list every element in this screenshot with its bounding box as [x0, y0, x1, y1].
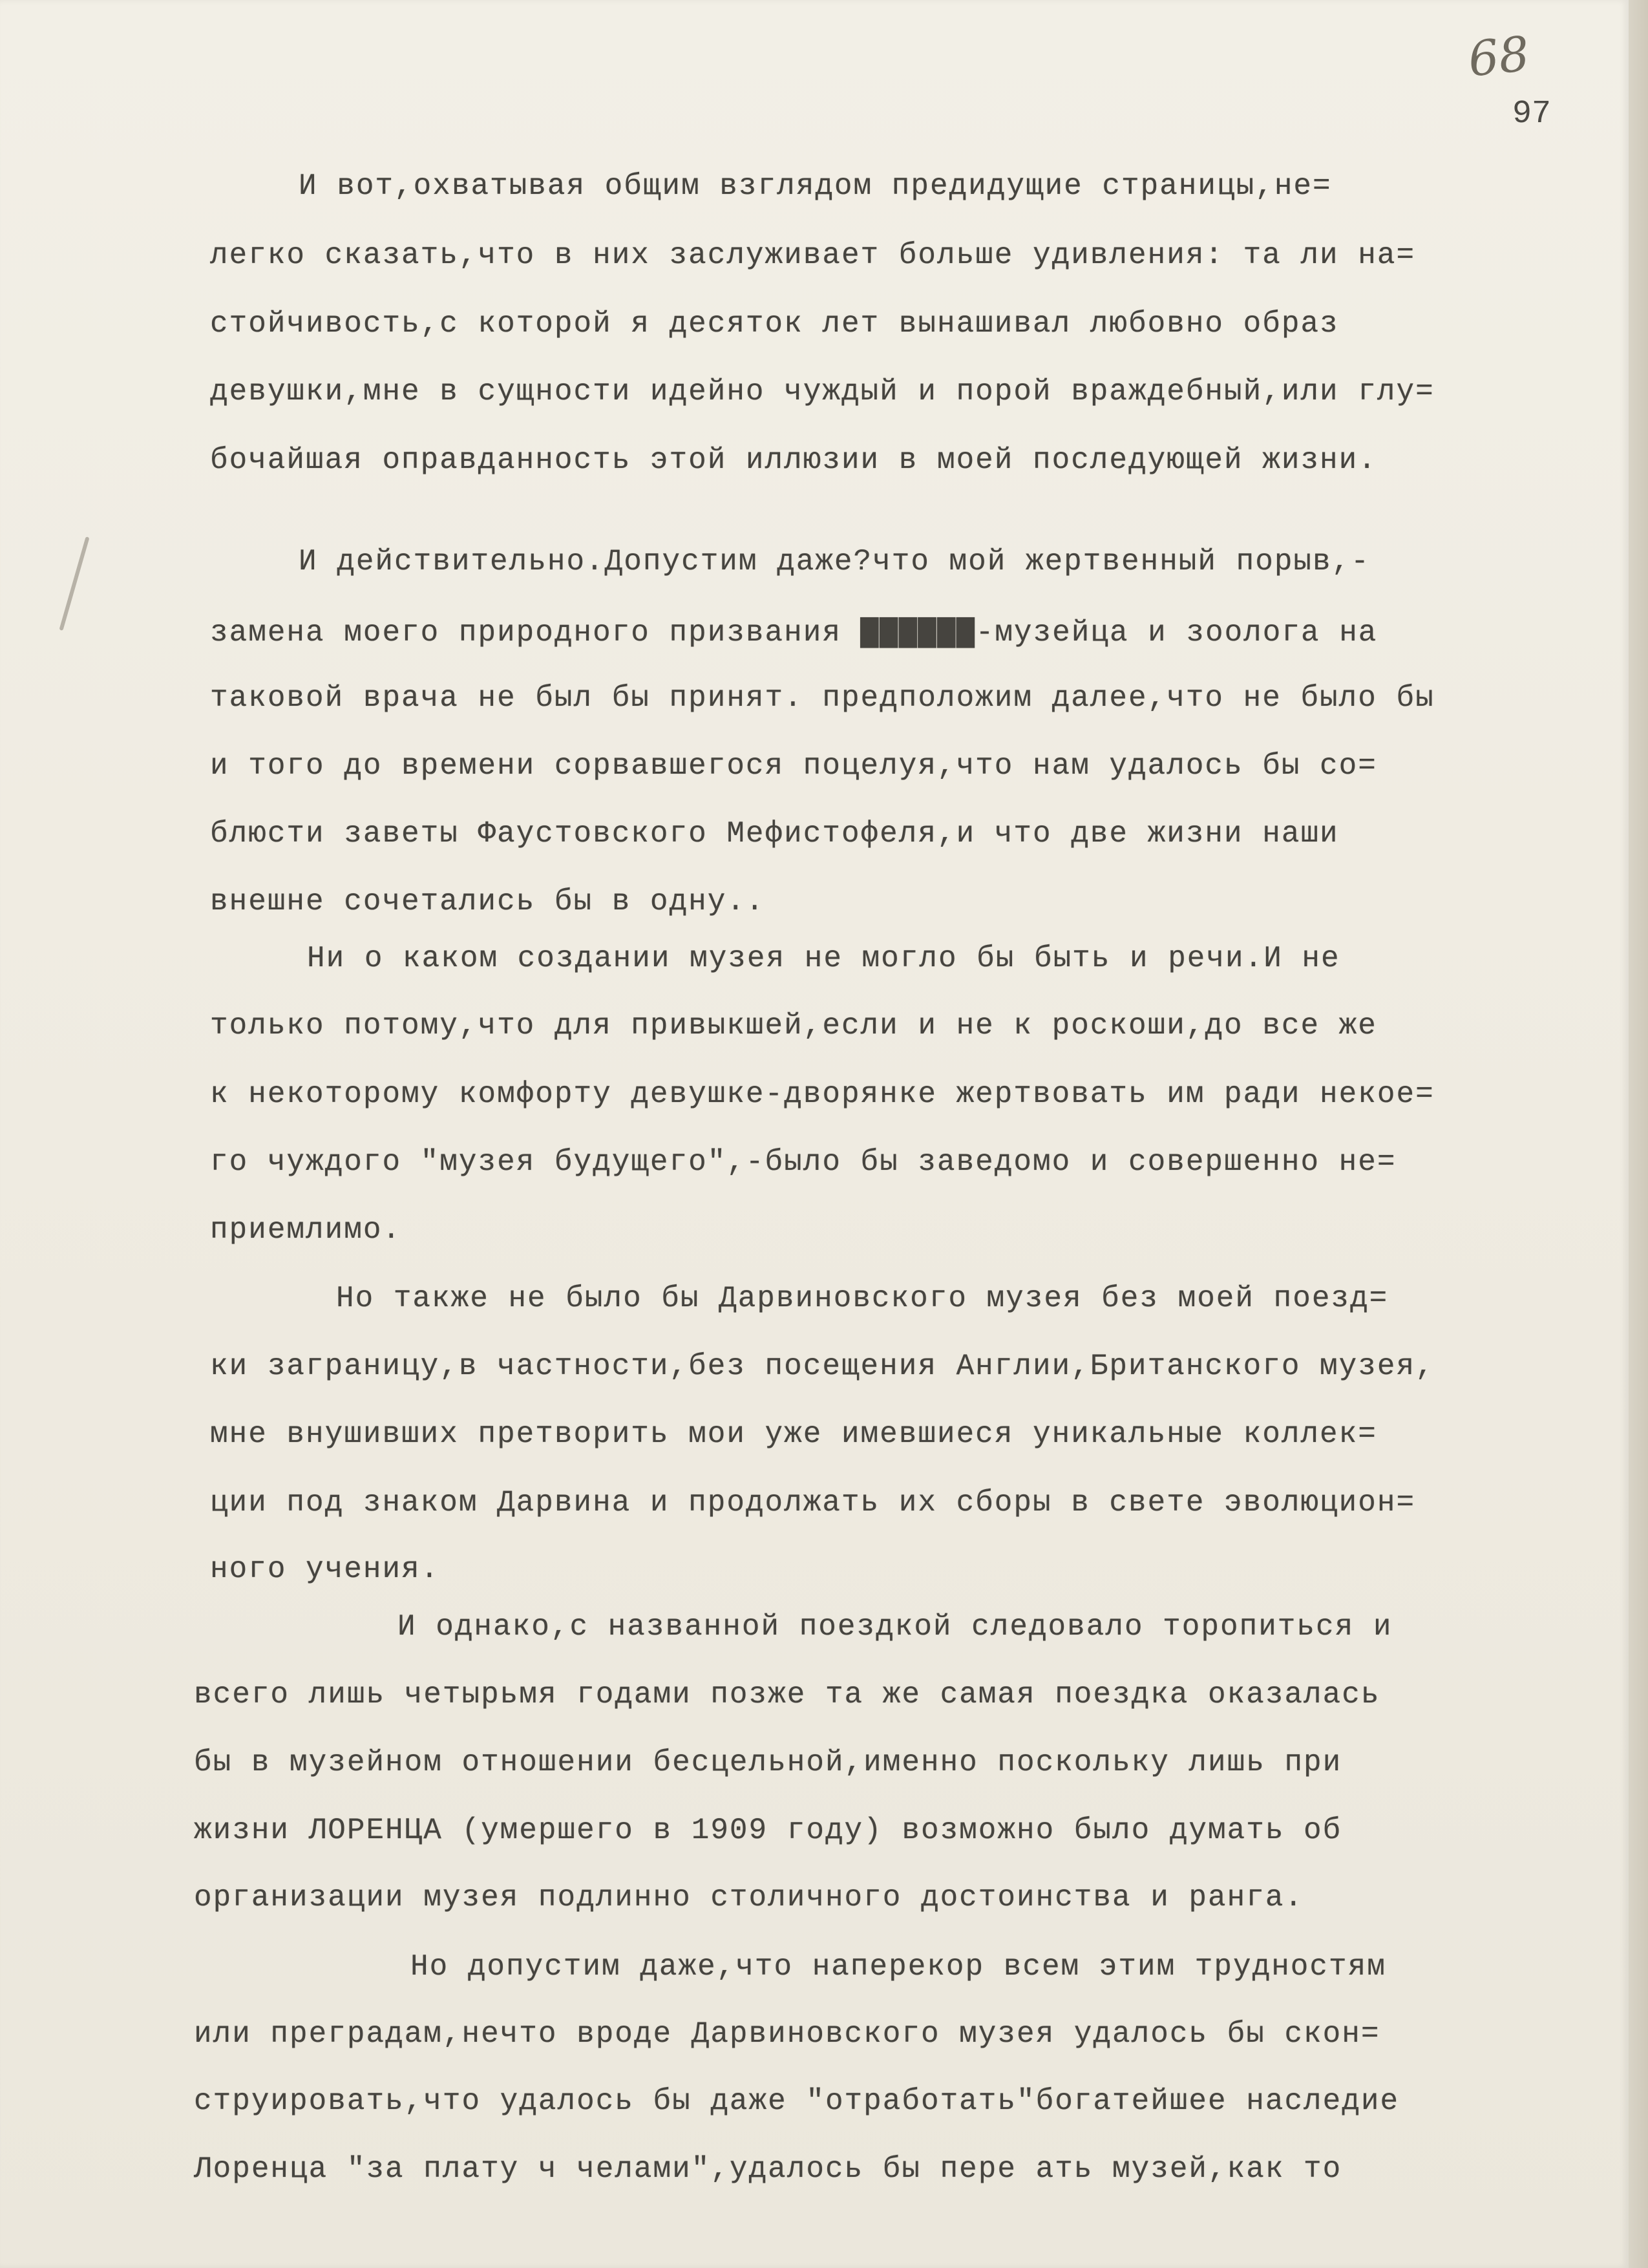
text-line: И вот,охватывая общим взглядом предидущие страницы,не= [299, 169, 1332, 203]
text-line: И действительно.Допустим даже?что мой жертвенный порыв,- [299, 545, 1370, 578]
text-line: бы в музейном отношении бесцельной,именно поскольку лишь при [194, 1746, 1342, 1779]
text-line: Но также не было бы Дарвиновского музея без моей поезд= [336, 1282, 1389, 1315]
text-line: и того до времени сорвавшегося поцелуя,что нам удалось бы со= [210, 749, 1377, 783]
text-line: го чуждого "музея будущего",-было бы заведомо и совершенно не= [210, 1145, 1397, 1179]
text-line: ции под знаком Дарвина и продолжать их сборы в свете эволюцион= [210, 1486, 1416, 1520]
text-line: приемлимо. [210, 1213, 402, 1247]
text-line: к некоторому комфорту девушке-дворянке жертвовать им ради некое= [210, 1077, 1435, 1111]
text-line: Но допустим даже,что наперекор всем этим трудностям [410, 1950, 1386, 1984]
text-line: мне внушивших претворить мои уже имевшиеся уникальные коллек= [210, 1417, 1377, 1451]
text-line: жизни ЛОРЕНЦА (умершего в 1909 году) возможно было думать об [194, 1814, 1342, 1847]
text-line: всего лишь четырьмя годами позже та же самая поездка оказалась [194, 1678, 1380, 1712]
text-line: И однако,с названной поездкой следовало торопиться и [397, 1610, 1393, 1644]
page-edge [1629, 0, 1648, 2268]
text-line: ки заграницу,в частности,без посещения Англии,Британского музея, [210, 1350, 1435, 1383]
handwritten-page-number: 68 [1465, 26, 1532, 88]
text-line: ного учения. [210, 1553, 440, 1586]
text-line: девушки,мне в сущности идейно чуждый и порой враждебный,или глу= [210, 375, 1435, 408]
text-line: бочайшая оправданность этой иллюзии в моей последующей жизни. [210, 443, 1377, 477]
text-line: таковой врача не был бы принят. предположим далее,что не было бы [210, 681, 1435, 715]
text-line: блюсти заветы Фаустовского Мефистофеля,и что две жизни наши [210, 817, 1339, 851]
typed-page-number: 97 [1512, 96, 1552, 132]
text-line: струировать,что удалось бы даже "отработать"богатейшее наследие [194, 2084, 1400, 2118]
text-line: стойчивость,с которой я десяток лет вынашивал любовно образ [210, 307, 1339, 341]
text-line: организации музея подлинно столичного достоинства и ранга. [194, 1881, 1304, 1914]
text-line: легко сказать,что в них заслуживает больше удивления: та ли на= [210, 238, 1416, 272]
text-line: только потому,что для привыкшей,если и не к роскоши,до все же [210, 1009, 1377, 1043]
text-line: замена моего природного призвания ▇▇▇▇▇▇-музейца и зоолога на [210, 616, 1378, 650]
text-line: Лоренца "за плату ч челами",удалось бы пере ать музей,как то [194, 2152, 1342, 2186]
text-line: Ни о каком создании музея не могло бы быть и речи.И не [307, 942, 1340, 975]
text-line: внешне сочетались бы в одну.. [210, 885, 765, 918]
text-line: или преградам,нечто вроде Дарвиновского музея удалось бы скон= [194, 2017, 1380, 2051]
